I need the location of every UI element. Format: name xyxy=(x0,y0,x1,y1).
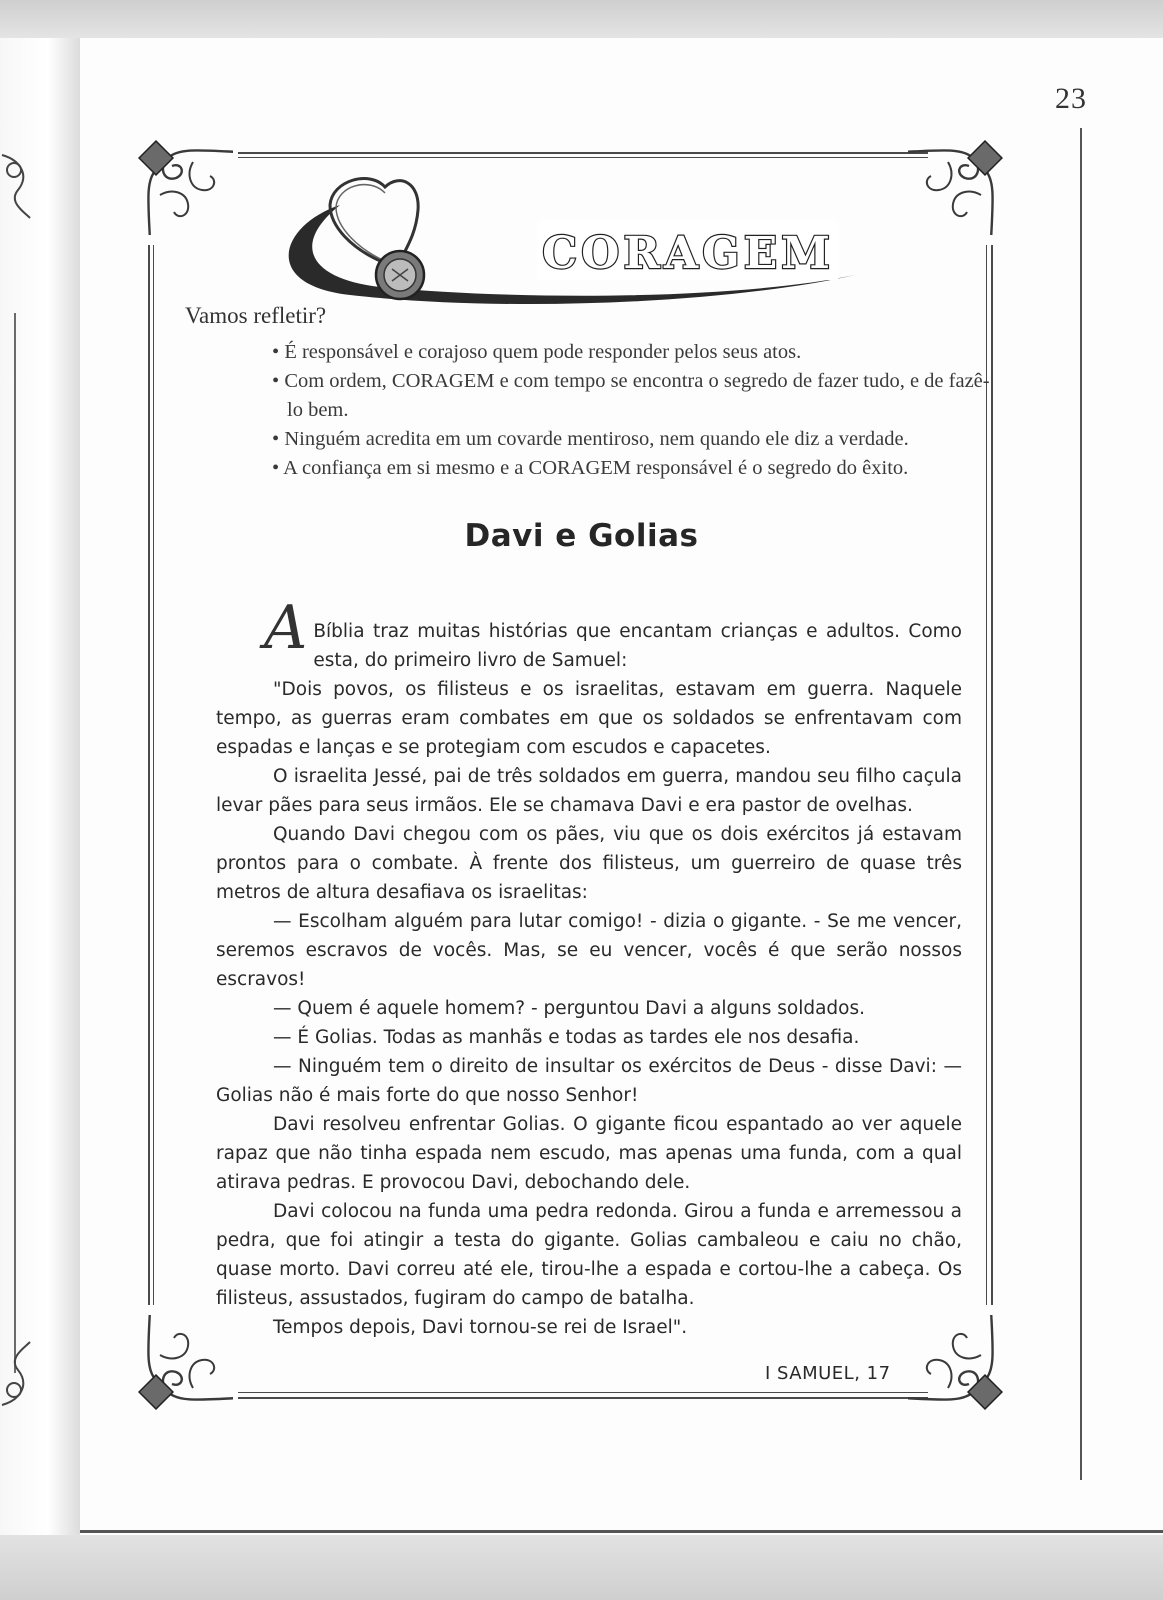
story-paragraph: Quando Davi chegou com os pães, viu que os dois exércitos já estavam prontos para o combate. À frente dos filisteus, um guerreiro de quase três metros de altura desafiava os israelitas: xyxy=(216,824,962,903)
story-body xyxy=(216,593,962,1342)
frame-bottom-line xyxy=(238,1397,928,1399)
reflection-item: • Com ordem, CORAGEM e com tempo se encontra o segredo de fazer tudo, e de fazê-lo bem. xyxy=(272,367,1002,425)
story-paragraph: — Ninguém tem o direito de insultar os exércitos de Deus - disse Davi: — Golias não é mais forte do que nosso Senhor! xyxy=(216,1056,962,1106)
frame-corner-top-left xyxy=(138,140,233,235)
story-paragraph: O israelita Jessé, pai de três soldados em guerra, mandou seu filho caçula levar pães para seus irmãos. Ele se chamava Davi e era pastor de ovelhas. xyxy=(216,766,962,816)
previous-page-ornament-top xyxy=(0,150,34,220)
reflection-heading: Vamos refletir? xyxy=(185,303,327,328)
story-paragraph: — Escolham alguém para lutar comigo! - dizia o gigante. - Se me vencer, seremos escravos de vocês. Mas, se eu vencer, vocês é que serão nossos escravos! xyxy=(216,911,962,990)
previous-page-ornament-bottom xyxy=(0,1340,34,1410)
frame-bottom-inner-line xyxy=(238,1392,928,1393)
story-source: I SAMUEL, 17 xyxy=(765,1363,891,1384)
frame-top-inner-line xyxy=(238,157,928,158)
previous-page-rule xyxy=(14,313,16,1373)
story-paragraph: Davi colocou na funda uma pedra redonda. Girou a funda e arremessou a pedra, que foi atingir a testa do gigante. Golias cambaleou e caiu no chão, quase morto. Davi correu até ele, tirou-lhe a espada e cortou-lhe a cabeça. Os filisteus, assustados, fugiram do campo de batalha. xyxy=(216,1201,962,1309)
medal-icon xyxy=(310,165,460,305)
story-paragraph-text: Bíblia traz muitas histórias que encantam crianças e adultos. Como esta, do primeiro livro de Samuel: xyxy=(313,621,962,671)
margin-rule xyxy=(1080,128,1082,1480)
reflection-list xyxy=(272,338,1002,483)
scan-top-edge xyxy=(0,0,1163,38)
drop-cap: A xyxy=(264,593,308,663)
story-paragraph: "Dois povos, os filisteus e os israelitas, estavam em guerra. Naquele tempo, as guerras eram combates em que os soldados se enfrentavam com espadas e lanças e se protegiam com escudos e capacetes. xyxy=(216,679,962,758)
story-paragraph: — É Golias. Todas as manhãs e todas as tardes ele nos desafia. xyxy=(273,1027,860,1048)
story-paragraph: Tempos depois, Davi tornou-se rei de Israel". xyxy=(273,1317,688,1338)
frame-left-inner-line xyxy=(153,245,154,1305)
frame-top-line xyxy=(238,152,928,154)
page-number: 23 xyxy=(1055,82,1087,115)
frame-left-line xyxy=(148,245,150,1305)
header-title-wordart xyxy=(535,216,841,284)
header-title: CORAGEM xyxy=(542,228,834,279)
reflection-item: • A confiança em si mesmo e a CORAGEM responsável é o segredo do êxito. xyxy=(272,454,1002,483)
frame-corner-top-right xyxy=(908,140,1003,235)
reflection-item: • É responsável e corajoso quem pode responder pelos seus atos. xyxy=(272,338,1002,367)
story-paragraph: Davi resolveu enfrentar Golias. O gigante ficou espantado ao ver aquele rapaz que não tinha espada nem escudo, mas apenas uma funda, com a qual atirava pedras. E provocou Davi, debochando dele. xyxy=(216,1114,962,1193)
story-paragraph xyxy=(216,593,962,675)
page-bottom-rule xyxy=(80,1530,1163,1533)
scan-bottom-edge xyxy=(0,1535,1163,1600)
previous-page-edge xyxy=(0,38,80,1535)
story-title: Davi e Golias xyxy=(464,518,699,554)
reflection-item: • Ninguém acredita em um covarde mentiroso, nem quando ele diz a verdade. xyxy=(272,425,1002,454)
story-paragraph: — Quem é aquele homem? - perguntou Davi a alguns soldados. xyxy=(273,998,866,1019)
